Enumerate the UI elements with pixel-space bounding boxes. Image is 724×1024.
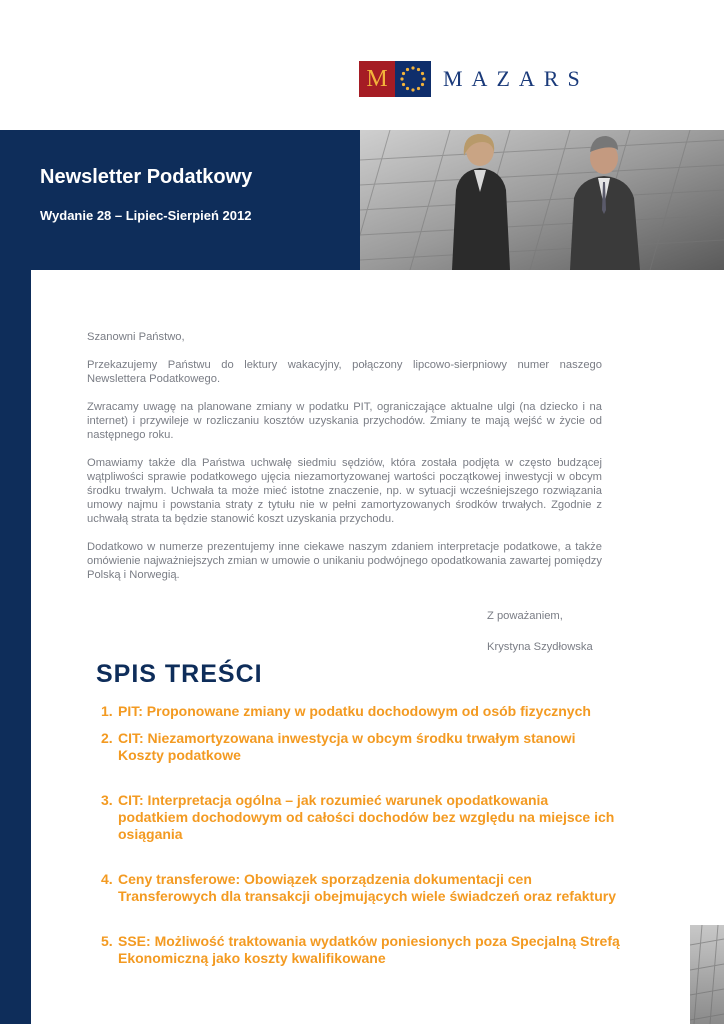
- toc-item[interactable]: [101, 703, 621, 720]
- toc-heading: SPIS TREŚCI: [96, 660, 263, 688]
- letter-paragraph: Przekazujemy Państwu do lektury wakacyjny, połączony lipcowo-sierpniowy numer naszego Newslettera Podatkowego.: [87, 359, 602, 385]
- letter-paragraph: Zwracamy uwagę na planowane zmiany w podatku PIT, ograniczające aktualne ulgi (na dziecko i na internet) i przywileje w rozliczaniu kosztów uzyskania przychodów. Zmiany te mają wejść w życie od następnego roku.: [87, 401, 602, 441]
- header-banner: [0, 130, 360, 270]
- letter-paragraph: Dodatkowo w numerze prezentujemy inne ciekawe naszym zdaniem interpretacje podatkowe, a także omówienie najważniejszych zmian w umowie o unikaniu podwójnego opodatkowania zawartej pomiędzy Polską i Norwegią.: [87, 541, 602, 581]
- corner-photo-image: [690, 925, 724, 1024]
- toc-item-text: Ceny transferowe: Obowiązek sporządzenia dokumentacji cen Transferowych dla transakcji obejmujących wiele świadczeń oraz refaktury: [118, 871, 616, 904]
- letter-body: [87, 330, 602, 596]
- logo-m-letter: M: [366, 65, 388, 92]
- closing-phrase: Z poważaniem,: [487, 610, 563, 622]
- toc-item-text: CIT: Interpretacja ogólna – jak rozumieć warunek opodatkowania podatkiem dochodowym od całości dochodów bez względu na miejsce ich osiągania: [118, 792, 615, 842]
- mazars-logo: [359, 60, 589, 98]
- toc-item[interactable]: [101, 933, 621, 967]
- logo-stars-icon: [395, 61, 431, 97]
- letter-closing: [487, 609, 593, 671]
- letter-paragraph: Omawiamy także dla Państwa uchwałę siedmiu sędziów, która została podjęta w często budzącej wątpliwości sprawie podatkowego ujęcia niezamortyzowanej wartości początkowej inwestycji w obcym środku trwałym. Uchwała ta może mieć istotne znaczenie, np. w sytuacji wcześniejszego rozwiązania umowy najmu i powstania straty z tytułu nie w pełni zamortyzowanych środków trwałych. Zgodnie z uchwałą strata ta będzie stanowić koszt uzyskania przychodu.: [87, 457, 602, 525]
- edition-label: Wydanie 28 – Lipiec-Sierpień 2012: [40, 208, 252, 223]
- toc-item-text: CIT: Niezamortyzowana inwestycja w obcym środku trwałym stanowi Koszty podatkowe: [118, 730, 576, 763]
- toc-item[interactable]: [101, 730, 621, 764]
- toc-item[interactable]: [101, 792, 621, 843]
- corner-photo: [690, 925, 724, 1024]
- business-people-photo: [360, 130, 724, 270]
- toc-item-text: PIT: Proponowane zmiany w podatku dochodowym od osób fizycznych: [118, 703, 591, 719]
- logo-wordmark: MAZARS: [443, 66, 589, 91]
- signature: Krystyna Szydłowska: [487, 641, 593, 653]
- toc-item[interactable]: [101, 871, 621, 905]
- logo-m-box: [359, 61, 395, 97]
- header-photo: [360, 130, 724, 270]
- toc-item-number: 2.: [101, 730, 113, 746]
- newsletter-title: Newsletter Podatkowy: [40, 166, 253, 188]
- toc-item-text: SSE: Możliwość traktowania wydatków poniesionych poza Specjalną Strefą Ekonomiczną jako koszty kwalifikowane: [118, 933, 620, 966]
- toc-item-number: 1.: [101, 703, 113, 719]
- letter-greeting: Szanowni Państwo,: [87, 331, 185, 343]
- stars-circle-icon: [395, 61, 431, 97]
- toc-item-number: 5.: [101, 933, 113, 949]
- toc-list: [101, 703, 621, 967]
- toc-item-number: 3.: [101, 792, 113, 808]
- toc-item-number: 4.: [101, 871, 113, 887]
